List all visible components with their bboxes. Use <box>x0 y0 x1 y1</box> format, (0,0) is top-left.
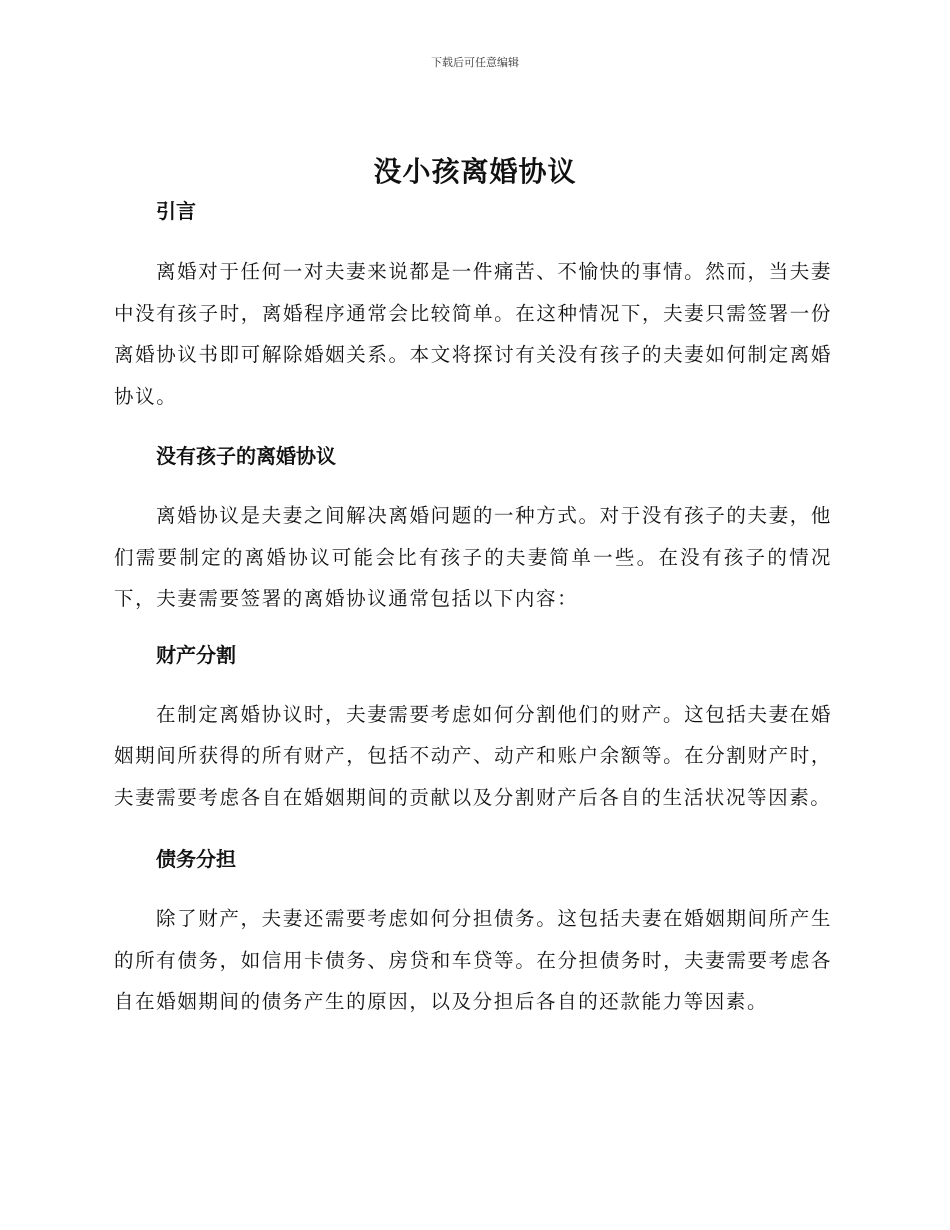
section-heading-intro: 引言 <box>156 199 196 223</box>
section-paragraph-property: 在制定离婚协议时，夫妻需要考虑如何分割他们的财产。这包括夫妻在婚姻期间所获得的所有财产，包括不动产、动产和账户余额等。在分割财产时，夫妻需要考虑各自在婚姻期间的贡献以及分割财产后各自的生活状况等因素。 <box>114 702 832 809</box>
section-paragraph-debt: 除了财产，夫妻还需要考虑如何分担债务。这包括夫妻在婚姻期间所产生的所有债务，如信用卡债务、房贷和车贷等。在分担债务时，夫妻需要考虑各自在婚姻期间的债务产生的原因，以及分担后各自的还款能力等因素。 <box>114 907 832 1013</box>
header-note: 下载后可任意编辑 <box>431 56 519 69</box>
document-body <box>114 196 832 1023</box>
section-heading-debt: 债务分担 <box>156 847 236 871</box>
document-title: 没小孩离婚协议 <box>373 155 577 188</box>
section-heading-property: 财产分割 <box>156 642 236 667</box>
section-paragraph-no-children: 离婚协议是夫妻之间解决离婚问题的一种方式。对于没有孩子的夫妻，他们需要制定的离婚协议可能会比有孩子的夫妻简单一些。在没有孩子的情况下，夫妻需要签署的离婚协议通常包括以下内容： <box>114 504 832 610</box>
section-paragraph-intro: 离婚对于任何一对夫妻来说都是一件痛苦、不愉快的事情。然而，当夫妻中没有孩子时，离婚程序通常会比较简单。在这种情况下，夫妻只需签署一份离婚协议书即可解除婚姻关系。本文将探讨有关没有孩子的夫妻如何制定离婚协议。 <box>114 260 832 408</box>
section-heading-no-children: 没有孩子的离婚协议 <box>156 444 336 468</box>
